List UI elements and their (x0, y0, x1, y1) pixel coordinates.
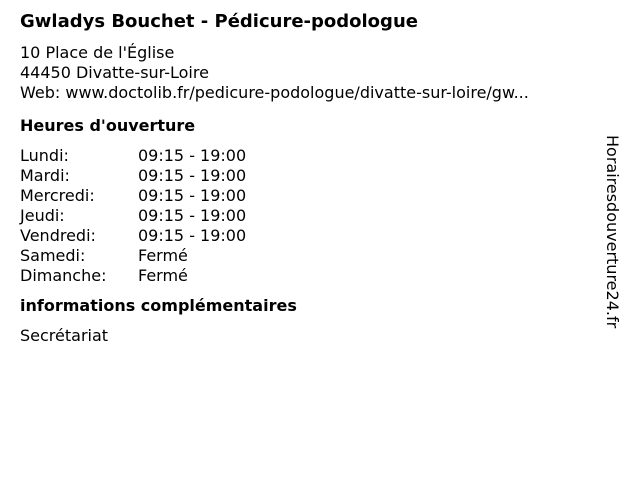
address-street: 10 Place de l'Église (20, 43, 175, 62)
opening-hours-table (20, 146, 610, 286)
day-label: Mardi: (20, 166, 70, 185)
address-city: 44450 Divatte-sur-Loire (20, 63, 209, 82)
time-value: 09:15 - 19:00 (138, 226, 247, 245)
website-line: Web: www.doctolib.fr/pedicure-podologue/divatte-sur-loire/gw... (20, 83, 529, 102)
time-value: 09:15 - 19:00 (138, 206, 247, 225)
time-value: 09:15 - 19:00 (138, 186, 247, 205)
business-card (20, 10, 610, 346)
day-label: Samedi: (20, 246, 86, 265)
day-label: Jeudi: (20, 206, 65, 225)
hours-row-mercredi (20, 186, 610, 206)
time-value: 09:15 - 19:00 (138, 166, 247, 185)
day-label: Dimanche: (20, 266, 107, 285)
day-label: Vendredi: (20, 226, 96, 245)
opening-hours-heading: Heures d'ouverture (20, 116, 196, 135)
time-value: Fermé (138, 266, 188, 285)
hours-row-samedi (20, 246, 610, 266)
day-label: Lundi: (20, 146, 69, 165)
time-value: 09:15 - 19:00 (138, 146, 247, 165)
additional-info-text: Secrétariat (20, 326, 109, 345)
address-block (20, 43, 610, 103)
hours-row-vendredi (20, 226, 610, 246)
day-label: Mercredi: (20, 186, 95, 205)
additional-info-heading: informations complémentaires (20, 296, 297, 315)
site-brand-vertical: Horairesdouverture24.fr (603, 135, 622, 329)
hours-row-lundi (20, 146, 610, 166)
hours-row-mardi (20, 166, 610, 186)
hours-row-dimanche (20, 266, 610, 286)
hours-row-jeudi (20, 206, 610, 226)
business-name: Gwladys Bouchet - Pédicure-podologue (20, 11, 418, 32)
time-value: Fermé (138, 246, 188, 265)
